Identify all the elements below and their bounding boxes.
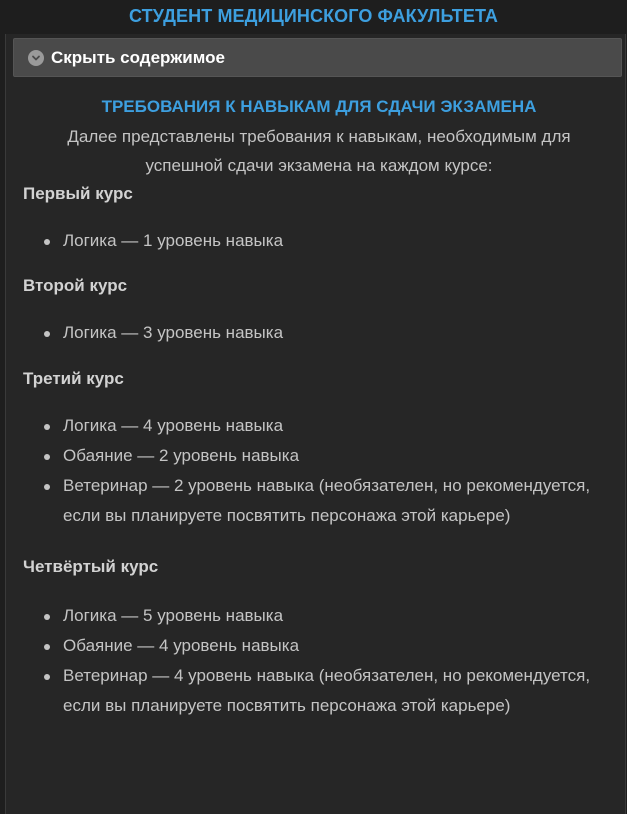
section-title: ТРЕБОВАНИЯ К НАВЫКАМ ДЛЯ СДАЧИ ЭКЗАМЕНА	[101, 97, 537, 116]
intro-line-1: Далее представлены требования к навыкам, необходимым для	[67, 127, 571, 146]
intro-line-2: успешной сдачи экзамена на каждом курсе:	[145, 156, 493, 175]
course-heading: Третий курс	[23, 369, 124, 388]
list-item: Ветеринар — 2 уровень навыка (необязателен, но рекомендуется, если вы планируете посвятить персонажа этой карьере)	[23, 471, 615, 531]
skill-list	[23, 226, 615, 256]
hide-content-toggle[interactable]	[13, 38, 622, 77]
list-item: Логика — 5 уровень навыка	[23, 601, 615, 631]
skill-list	[23, 411, 615, 531]
course-block-3	[23, 367, 615, 531]
list-item: Обаяние — 4 уровень навыка	[23, 631, 615, 661]
course-heading: Второй курс	[23, 276, 128, 295]
course-heading: Первый курс	[23, 184, 133, 203]
toggle-label: Скрыть содержимое	[51, 47, 225, 67]
course-heading: Четвёртый курс	[23, 557, 159, 576]
list-item: Логика — 4 уровень навыка	[23, 411, 615, 441]
course-block-2	[23, 274, 615, 348]
page-title: СТУДЕНТ МЕДИЦИНСКОГО ФАКУЛЬТЕТА	[128, 6, 499, 26]
list-item: Ветеринар — 4 уровень навыка (необязателен, но рекомендуется, если вы планируете посвятить персонажа этой карьере)	[23, 661, 615, 721]
chevron-down-icon	[28, 50, 44, 66]
skill-list	[23, 318, 615, 348]
list-item: Логика — 1 уровень навыка	[23, 226, 615, 256]
course-block-1	[23, 182, 615, 256]
course-block-4	[23, 555, 615, 721]
intro-text	[23, 122, 615, 180]
list-item: Обаяние — 2 уровень навыка	[23, 441, 615, 471]
list-item: Логика — 3 уровень навыка	[23, 318, 615, 348]
requirements-content	[23, 94, 615, 721]
skill-list	[23, 601, 615, 721]
